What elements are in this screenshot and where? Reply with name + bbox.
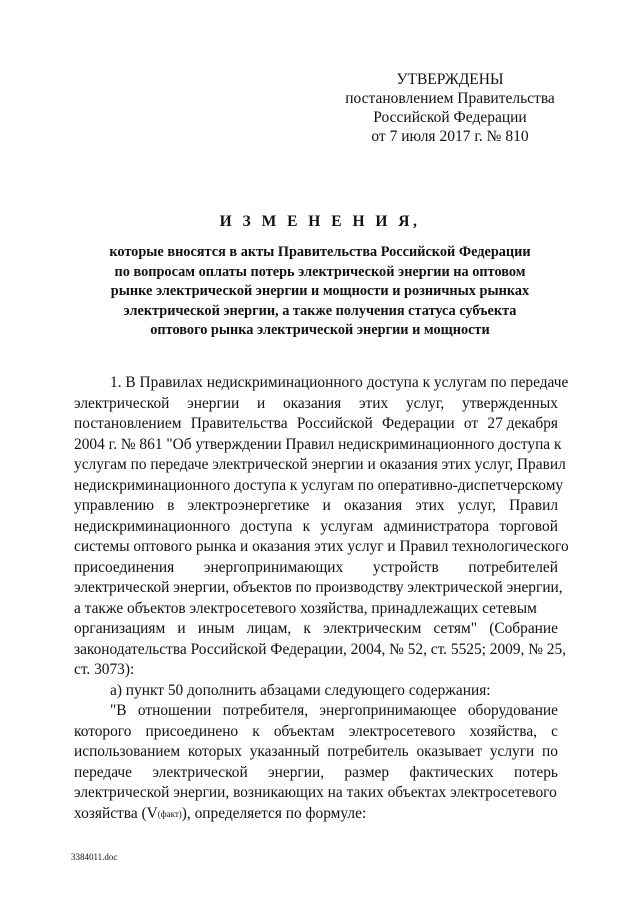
text-line: недискриминационного доступа к услугам по оперативно-диспетчерскому — [74, 476, 564, 494]
text-line — [74, 496, 558, 517]
text-line — [74, 414, 558, 435]
text-line — [74, 619, 558, 640]
word: услуги — [489, 743, 535, 760]
word: отношении — [137, 702, 212, 719]
word: потребителя, — [222, 702, 309, 719]
word: энергии — [187, 394, 240, 412]
word: устройств — [372, 558, 439, 576]
text-line — [74, 517, 558, 538]
word: к — [302, 517, 311, 535]
word: электроэнергетике — [187, 497, 310, 514]
word: лицам, — [246, 620, 292, 637]
word: Федерации — [381, 415, 455, 432]
text-line — [74, 722, 558, 743]
word: энергопринимающих — [203, 558, 344, 576]
text-line: электрической энергии, возникающих на таких объектах электросетевого — [74, 784, 557, 801]
word: к — [252, 722, 260, 740]
text-line: системы оптового рынка и оказания этих услуг и Правил технологического — [74, 538, 569, 555]
word: сетям" — [433, 620, 477, 637]
word: объектам — [273, 722, 335, 740]
word: электрической — [152, 763, 248, 781]
word: Правительства — [190, 415, 288, 432]
word: использованием — [74, 743, 181, 760]
document-body — [74, 373, 569, 824]
word: электрической — [74, 394, 170, 412]
paragraph-1 — [74, 373, 569, 681]
word: этих — [358, 394, 389, 412]
word: к — [303, 620, 311, 637]
word: оборудование — [467, 702, 558, 719]
formula-text-post: ), определяется по формуле: — [181, 804, 367, 822]
text-line — [74, 763, 558, 784]
approval-line: Российской Федерации — [373, 109, 527, 126]
word: Российской — [296, 415, 373, 432]
word: услугам — [320, 517, 374, 535]
text-line — [74, 701, 558, 722]
word: энергии, — [268, 763, 325, 781]
word: оказывает — [416, 743, 483, 760]
word: с — [551, 722, 558, 740]
word: в — [167, 497, 175, 514]
approval-line: постановлением Правительства — [345, 90, 555, 107]
word: потребитель — [327, 743, 409, 760]
subtitle-line: по вопросам оплаты потерь электрической энергии на оптовом — [114, 263, 526, 280]
approval-stamp — [340, 70, 560, 146]
word: "В — [110, 702, 127, 719]
word: указанный — [249, 743, 320, 760]
subtitle-line: оптового рынка электрической энергии и мощности — [150, 322, 490, 338]
text-line: 1. В Правилах недискриминационного доступа к услугам по передаче — [110, 374, 569, 391]
word: торговой — [499, 517, 558, 535]
word: этих — [415, 497, 445, 514]
word: услуг, — [405, 394, 445, 412]
word: электрическим — [323, 620, 422, 637]
formula-line — [74, 804, 558, 825]
subtitle-line: электрической энергии, а также получения статуса субъекта — [123, 302, 517, 319]
word: хозяйства, — [469, 722, 538, 740]
word: организациям — [74, 620, 166, 637]
document-subtitle — [80, 243, 560, 341]
word: размер — [344, 763, 390, 781]
word: которого — [74, 722, 132, 740]
word: присоединения — [74, 558, 175, 576]
word: (Собрание — [489, 620, 558, 637]
word: которых — [187, 743, 242, 760]
word: управлению — [74, 497, 155, 514]
word: присоединено — [145, 722, 239, 740]
word: и — [322, 497, 331, 514]
item-a: а) пункт 50 дополнить абзацами следующего содержания: — [110, 681, 491, 699]
word: постановлением — [74, 415, 182, 432]
subtitle-line: которые вносятся в акты Правительства Российской Федерации — [109, 244, 531, 260]
formula-subscript: (факт) — [157, 808, 182, 819]
word: оказания — [282, 394, 342, 412]
word: услуг, — [457, 497, 497, 514]
word: оказания — [343, 497, 403, 514]
word: утвержденных — [462, 394, 558, 412]
formula-text-pre: хозяйства (V — [74, 804, 158, 822]
word: 27 декабря — [487, 415, 558, 432]
subtitle-line: рынке электрической энергии и мощности и розничных рынках — [110, 283, 530, 299]
text-line: законодательства Российской Федерации, 2004, № 52, ст. 5525; 2009, № 25, — [74, 640, 567, 658]
text-line: ст. 3073): — [74, 661, 135, 678]
text-line: услугам по передаче электрической энергии и оказания этих услуг, Правил — [74, 456, 566, 473]
approval-title: УТВЕРЖДЕНЫ — [396, 71, 504, 88]
word: передаче — [74, 763, 133, 781]
text-line: электрической энергии, объектов по производству электрической энергии, — [74, 579, 563, 596]
approval-date: от 7 июля 2017 г. № 810 — [371, 128, 529, 145]
word: и — [257, 394, 266, 412]
word: фактических — [409, 763, 494, 781]
word: по — [542, 743, 558, 760]
document-heading: И З М Е Н Е Н И Я, — [219, 213, 421, 230]
word: и — [177, 620, 186, 637]
word: от — [463, 415, 479, 432]
file-name-footer: 3384011.doc — [71, 852, 118, 862]
word: электросетевого — [348, 722, 456, 740]
word: потребителей — [468, 558, 558, 576]
quoted-text — [74, 701, 558, 824]
text-line — [74, 742, 558, 763]
word: иным — [197, 620, 235, 637]
text-line — [74, 558, 558, 579]
text-line: 2004 г. № 861 "Об утверждении Правил недискриминационного доступа к — [74, 435, 562, 453]
word: администратора — [383, 517, 490, 535]
word: недискриминационного — [74, 517, 231, 535]
text-line — [74, 394, 558, 415]
word: доступа — [240, 517, 293, 535]
word: Правил — [509, 497, 558, 514]
word: энергопринимающее — [319, 702, 457, 719]
word: потерь — [513, 763, 558, 781]
text-line: а также объектов электросетевого хозяйства, принадлежащих сетевым — [74, 599, 537, 617]
